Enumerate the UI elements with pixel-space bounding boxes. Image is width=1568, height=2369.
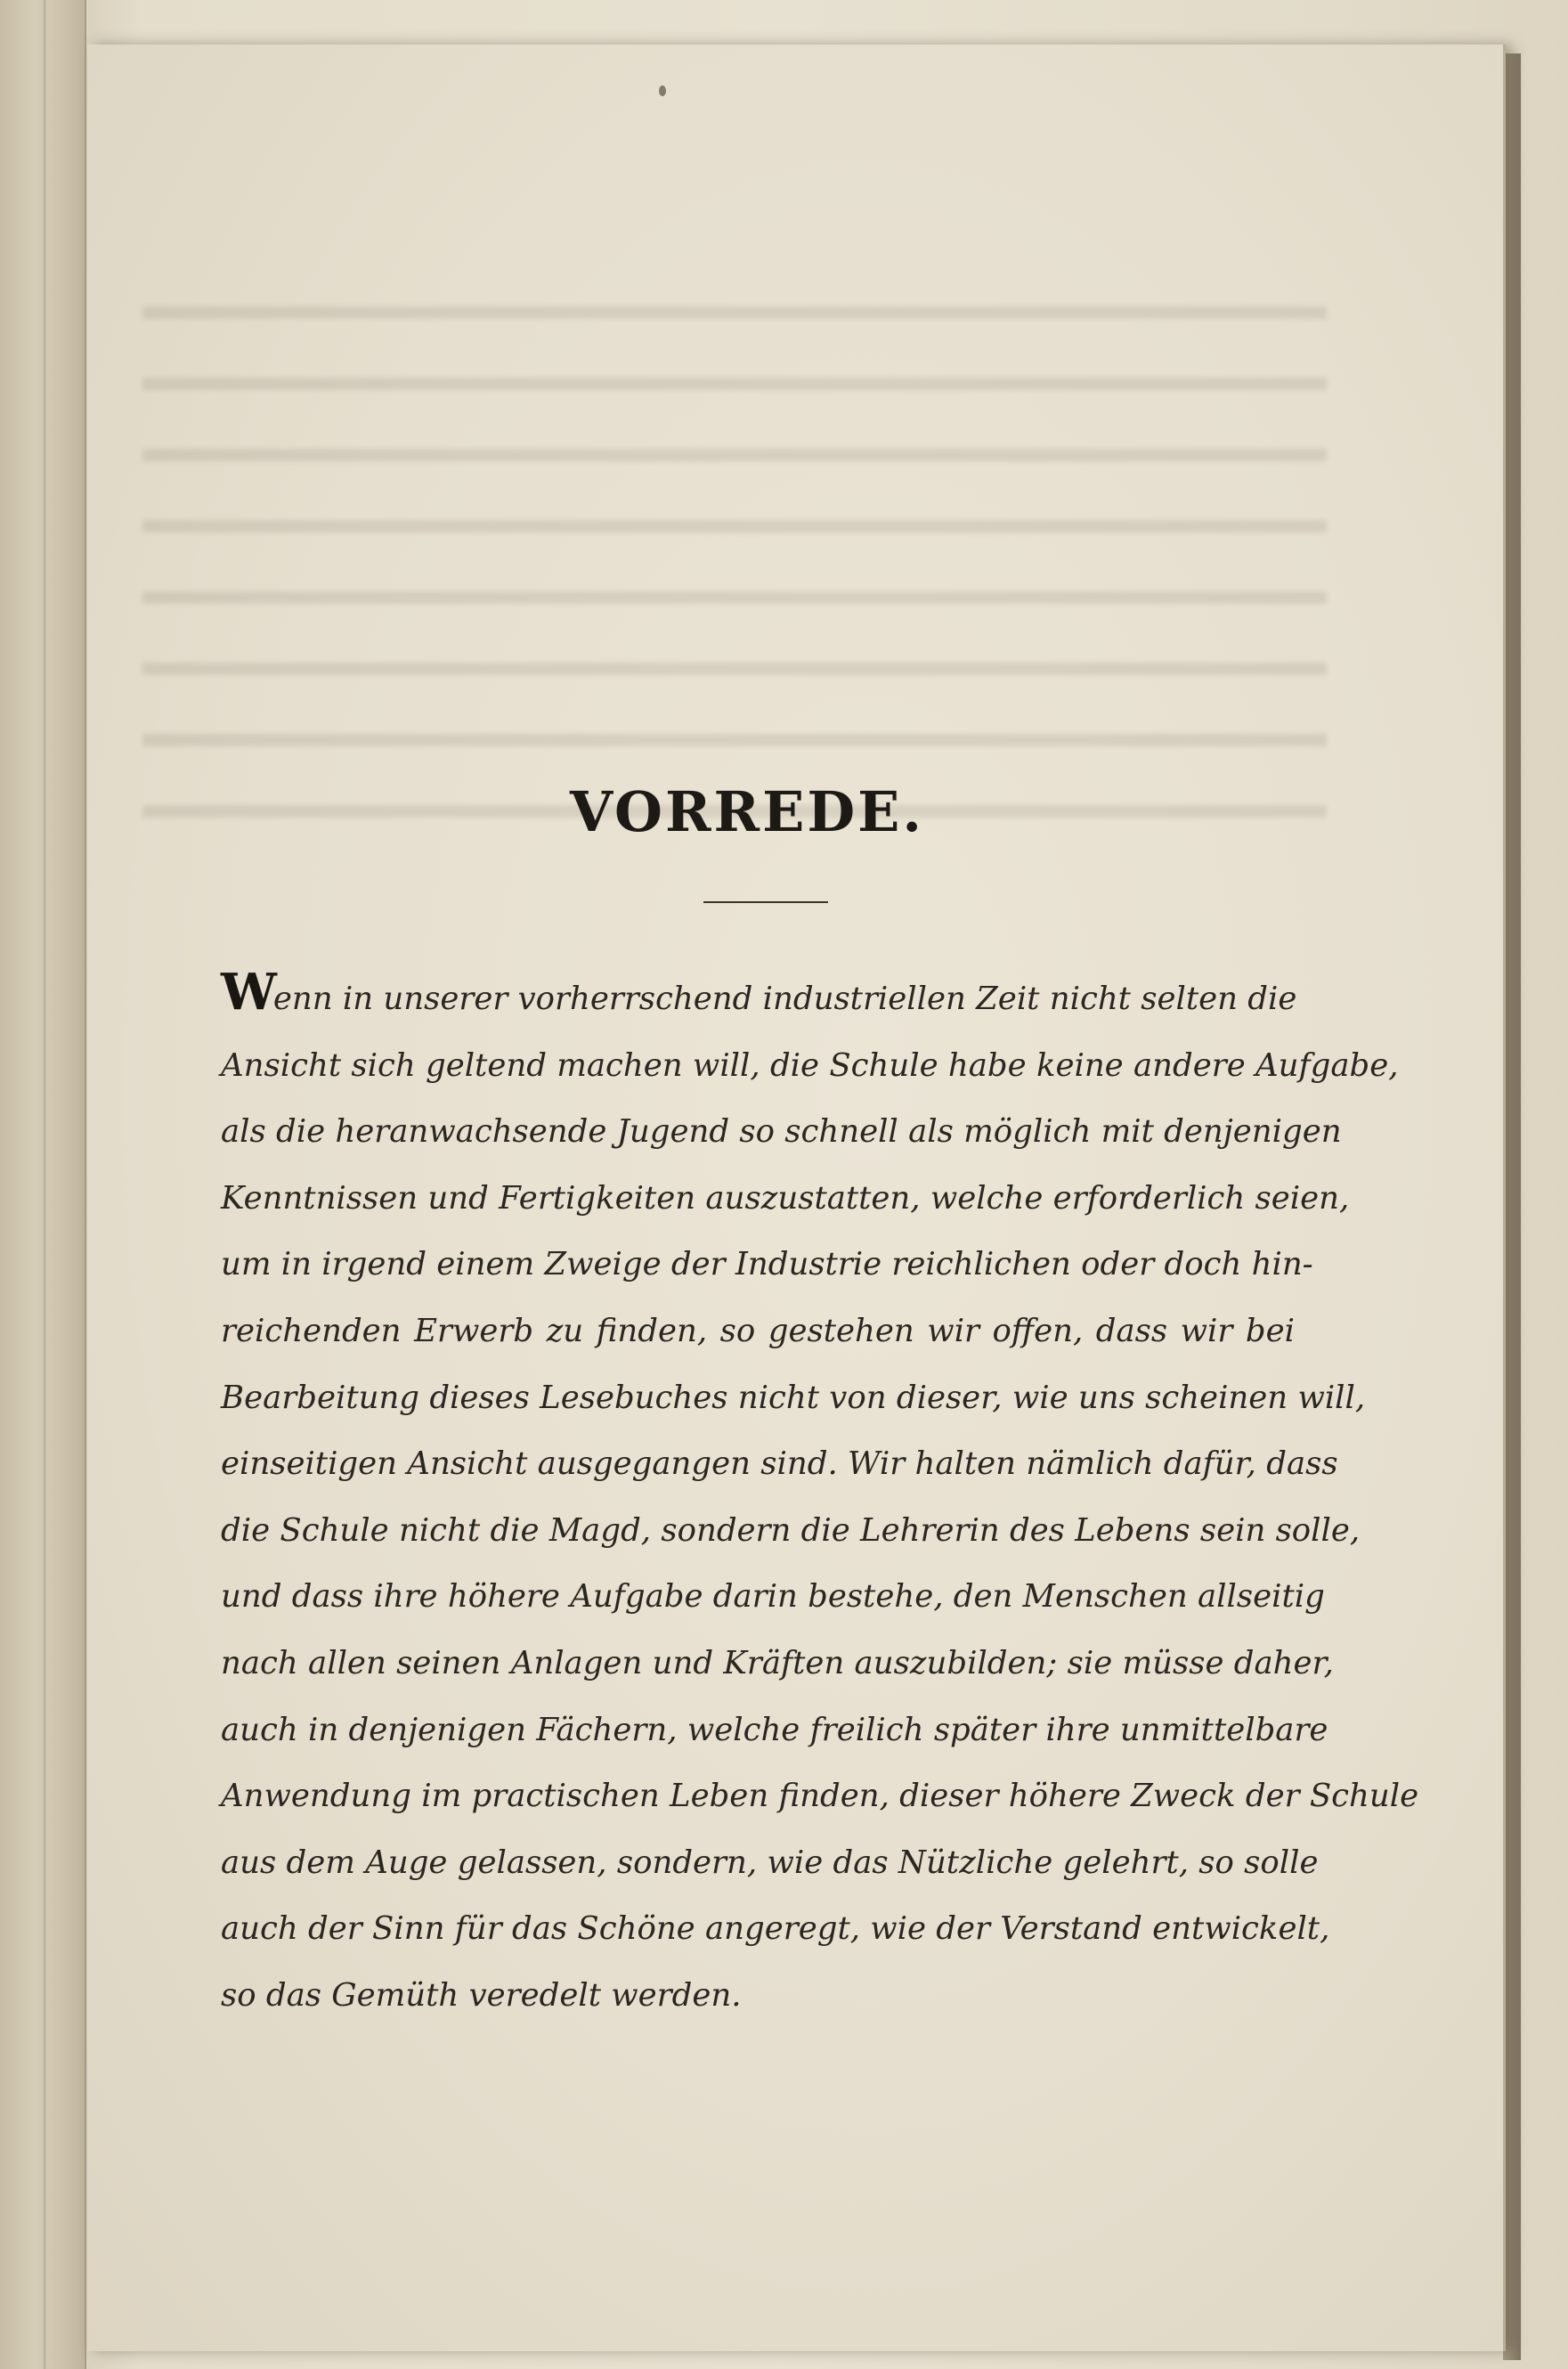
- text-line-14: aus dem Auge gelassen, sondern, wie das Nützliche gelehrt, so solle: [221, 1844, 1319, 1881]
- text-line-16: so das Gemüth veredelt werden.: [221, 1976, 742, 2014]
- text-line-13: Anwendung im practischen Leben finden, dieser höhere Zweck der Schule: [221, 1778, 1419, 1815]
- text-line-15: auch der Sinn für das Schöne angeregt, wie der Verstand entwickelt,: [221, 1910, 1330, 1948]
- ink-spot: [659, 85, 666, 96]
- binding-fold: [43, 0, 46, 2369]
- text-line-1: Wenn in unserer vorherrschend industriellen Zeit nicht selten die: [221, 963, 1297, 1022]
- facing-page-edge: [0, 0, 86, 2369]
- text-line-11: nach allen seinen Anlagen und Kräften auszubilden; sie müsse daher,: [221, 1644, 1334, 1681]
- text-line-12: auch in denjenigen Fächern, welche freilich später ihre unmittelbare: [221, 1711, 1328, 1748]
- text-line-6: reichenden Erwerb zu finden, so gestehen wir offen, dass wir bei: [221, 1312, 1295, 1349]
- page-stack-edge: [1503, 53, 1521, 2360]
- text-line-10: und dass ihre höhere Aufgabe darin bestehe, den Menschen allseitig: [221, 1578, 1325, 1616]
- text-line-5: um in irgend einem Zweige der Industrie reichlichen oder doch hin-: [221, 1246, 1313, 1283]
- text-line-7: Bearbeitung dieses Lesebuches nicht von dieser, wie uns scheinen will,: [221, 1379, 1366, 1416]
- text-line-3: als die heranwachsende Jugend so schnell als möglich mit denjenigen: [221, 1113, 1342, 1151]
- preface-paragraph: [221, 963, 1419, 2030]
- page-heading: VORREDE.: [570, 779, 924, 844]
- text-line-2: Ansicht sich geltend machen will, die Schule habe keine andere Aufgabe,: [221, 1046, 1399, 1084]
- text-line-4: Kenntnissen und Fertigkeiten auszustatten, welche erforderlich seien,: [221, 1179, 1350, 1217]
- heading-rule: [703, 901, 828, 903]
- show-through-text: [142, 267, 1327, 846]
- drop-cap: W: [221, 963, 277, 1022]
- text-line-9: die Schule nicht die Magd, sondern die Lehrerin des Lebens sein solle,: [221, 1511, 1361, 1549]
- text-line-8: einseitigen Ansicht ausgegangen sind. Wir halten nämlich dafür, dass: [221, 1445, 1338, 1483]
